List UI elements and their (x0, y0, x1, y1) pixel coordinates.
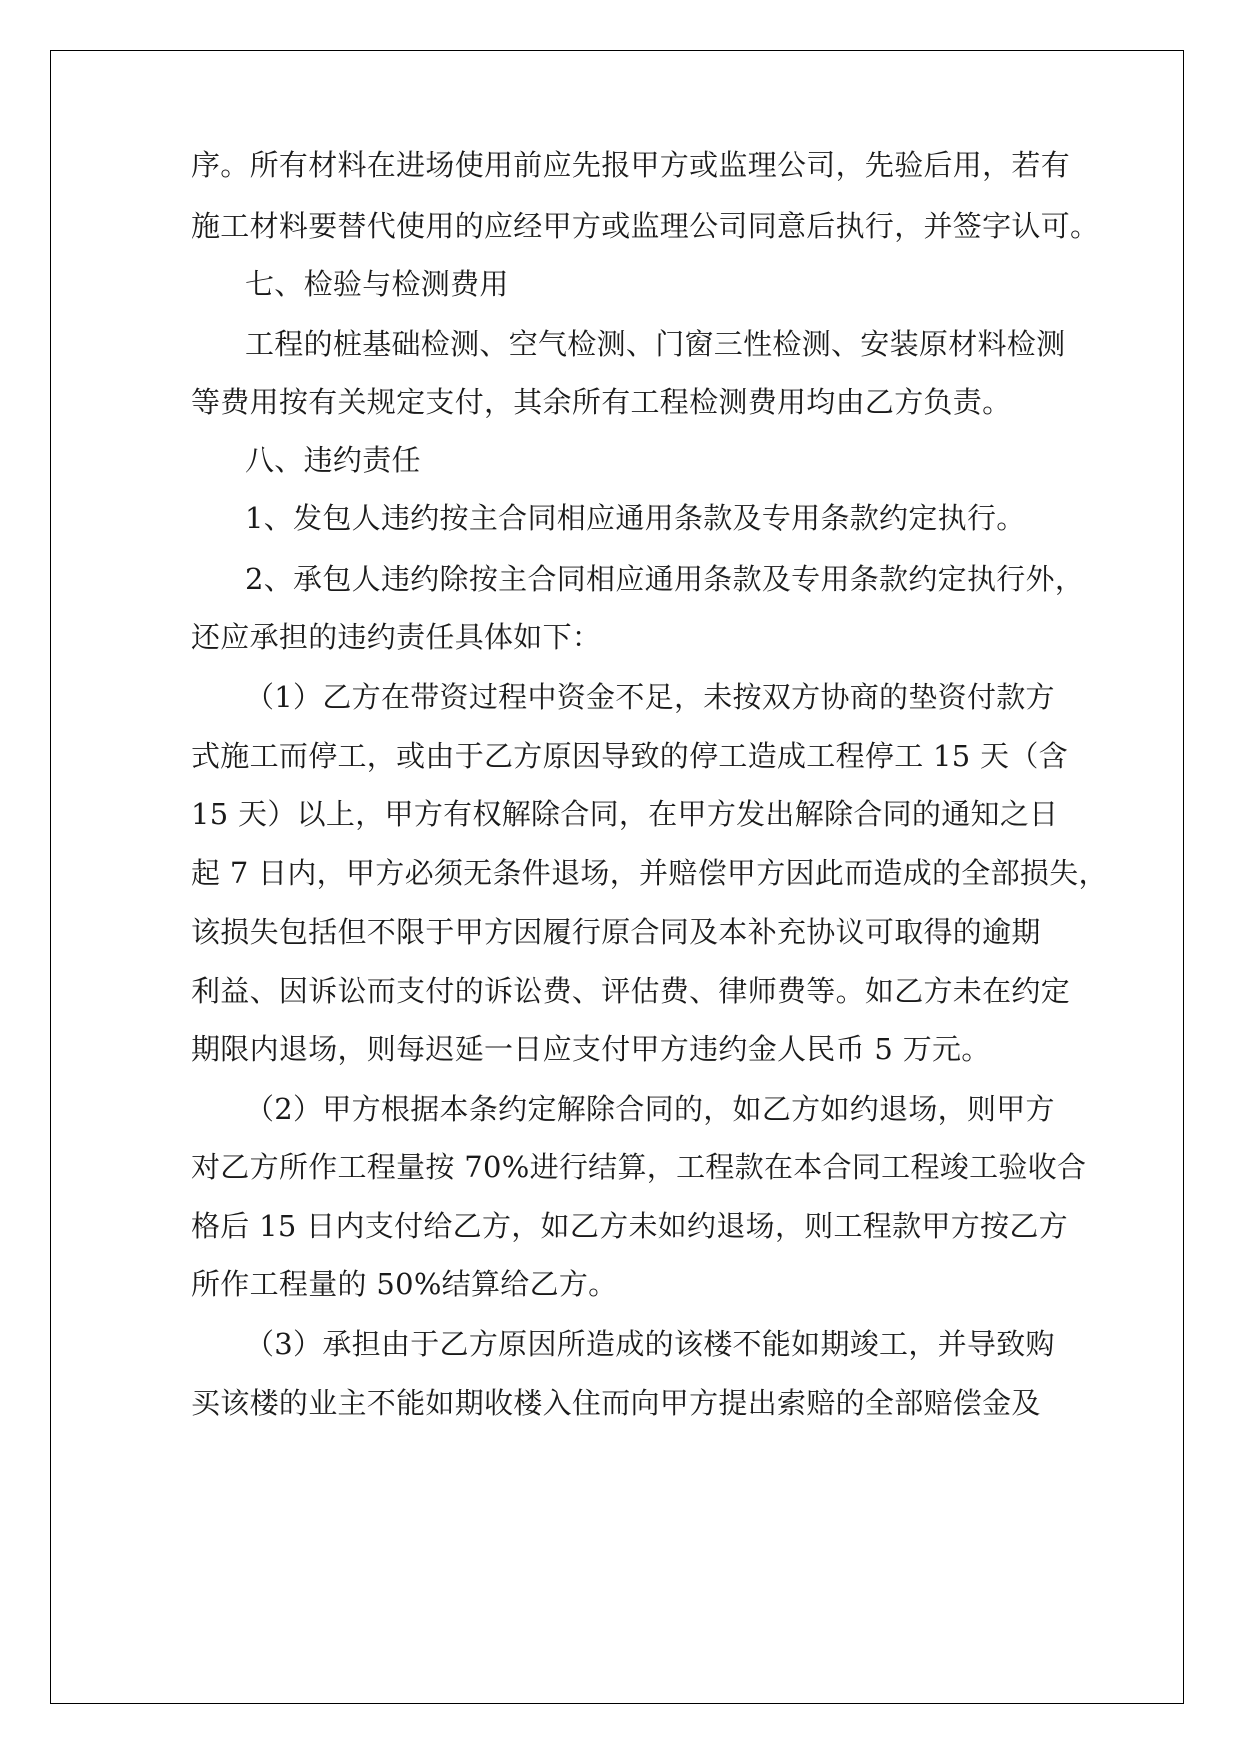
text-line: （3）承担由于乙方原因所造成的该楼不能如期竣工，并导致购 (245, 1327, 1055, 1361)
text-line: 对乙方所作工程量按 70%进行结算，工程款在本合同工程竣工验收合 (191, 1150, 1087, 1184)
text-line: 买该楼的业主不能如期收楼入住而向甲方提出索赔的全部赔偿金及 (191, 1386, 1041, 1420)
section-heading-8: 八、违约责任 (245, 443, 421, 477)
text-line: 该损失包括但不限于甲方因履行原合同及本补充协议可取得的逾期 (191, 915, 1041, 949)
text-line: 利益、因诉讼而支付的诉讼费、评估费、律师费等。如乙方未在约定 (191, 974, 1071, 1008)
text-line: （1）乙方在带资过程中资金不足，未按双方协商的垫资付款方 (245, 680, 1055, 714)
section-heading-7: 七、检验与检测费用 (245, 267, 509, 301)
text-line: 式施工而停工，或由于乙方原因导致的停工造成工程停工 15 天（含 (191, 739, 1068, 773)
text-line: 工程的桩基础检测、空气检测、门窗三性检测、安装原材料检测 (245, 327, 1066, 361)
text-line: 等费用按有关规定支付，其余所有工程检测费用均由乙方负责。 (191, 385, 1012, 419)
text-line: 施工材料要替代使用的应经甲方或监理公司同意后执行，并签字认可。 (191, 209, 1100, 243)
text-line: 还应承担的违约责任具体如下： (191, 620, 602, 654)
text-line: 格后 15 日内支付给乙方，如乙方未如约退场，则工程款甲方按乙方 (191, 1209, 1068, 1243)
text-line: 1、发包人违约按主合同相应通用条款及专用条款约定执行。 (245, 501, 1026, 535)
text-line: 2、承包人违约除按主合同相应通用条款及专用条款约定执行外， (245, 562, 1085, 596)
text-line: 期限内退场，则每迟延一日应支付甲方违约金人民币 5 万元。 (191, 1032, 991, 1066)
text-line: （2）甲方根据本条约定解除合同的，如乙方如约退场，则甲方 (245, 1092, 1055, 1126)
text-line: 起 7 日内，甲方必须无条件退场，并赔偿甲方因此而造成的全部损失， (191, 856, 1108, 890)
text-line: 所作工程量的 50%结算给乙方。 (191, 1267, 618, 1301)
text-line: 序。所有材料在进场使用前应先报甲方或监理公司，先验后用，若有 (191, 148, 1071, 182)
text-line: 15 天）以上，甲方有权解除合同，在甲方发出解除合同的通知之日 (191, 797, 1059, 831)
